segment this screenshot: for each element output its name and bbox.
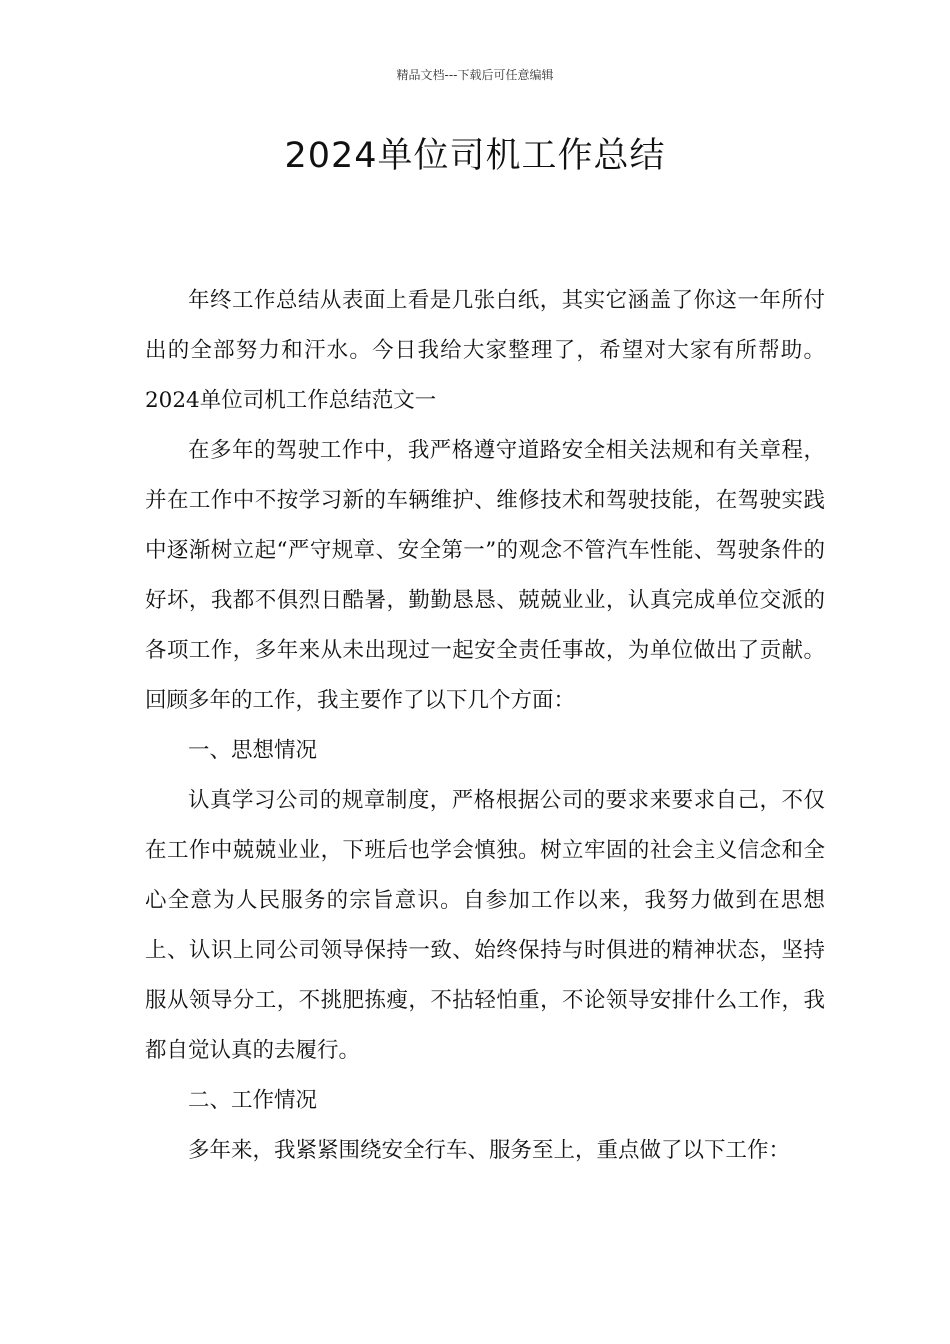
- paragraph-driving-work: 在多年的驾驶工作中，我严格遵守道路安全相关法规和有关章程，并在工作中不按学习新的车辆维护、维修技术和驾驶技能，在驾驶实践中逐渐树立起“严守规章、安全第一”的观念不管汽车性能、驾驶条件的好坏，我都不俱烈日酷暑，勤勤恳恳、兢兢业业，认真完成单位交派的各项工作，多年来从未出现过一起安全责任事故，为单位做出了贡献。回顾多年的工作，我主要作了以下几个方面：: [145, 438, 825, 713]
- document-body: [145, 276, 825, 1176]
- document-title: 2024单位司机工作总结: [284, 136, 666, 176]
- page-header: 精品文档---下载后可任意编辑: [396, 68, 554, 82]
- paragraph-intro: 年终工作总结从表面上看是几张白纸，其实它涵盖了你这一年所付出的全部努力和汗水。今日我给大家整理了，希望对大家有所帮助。2024单位司机工作总结范文一: [145, 288, 825, 413]
- section-heading-work: 二、工作情况: [188, 1088, 318, 1113]
- paragraph-work: 多年来，我紧紧围绕安全行车、服务至上，重点做了以下工作：: [188, 1138, 791, 1163]
- paragraph-thought: 认真学习公司的规章制度，严格根据公司的要求来要求自己，不仅在工作中兢兢业业，下班后也学会慎独。树立牢固的社会主义信念和全心全意为人民服务的宗旨意识。自参加工作以来，我努力做到在思想上、认识上同公司领导保持一致、始终保持与时俱进的精神状态，坚持服从领导分工，不挑肥拣瘦，不拈轻怕重，不论领导安排什么工作，我都自觉认真的去履行。: [145, 788, 825, 1063]
- section-heading-thought: 一、思想情况: [188, 738, 318, 763]
